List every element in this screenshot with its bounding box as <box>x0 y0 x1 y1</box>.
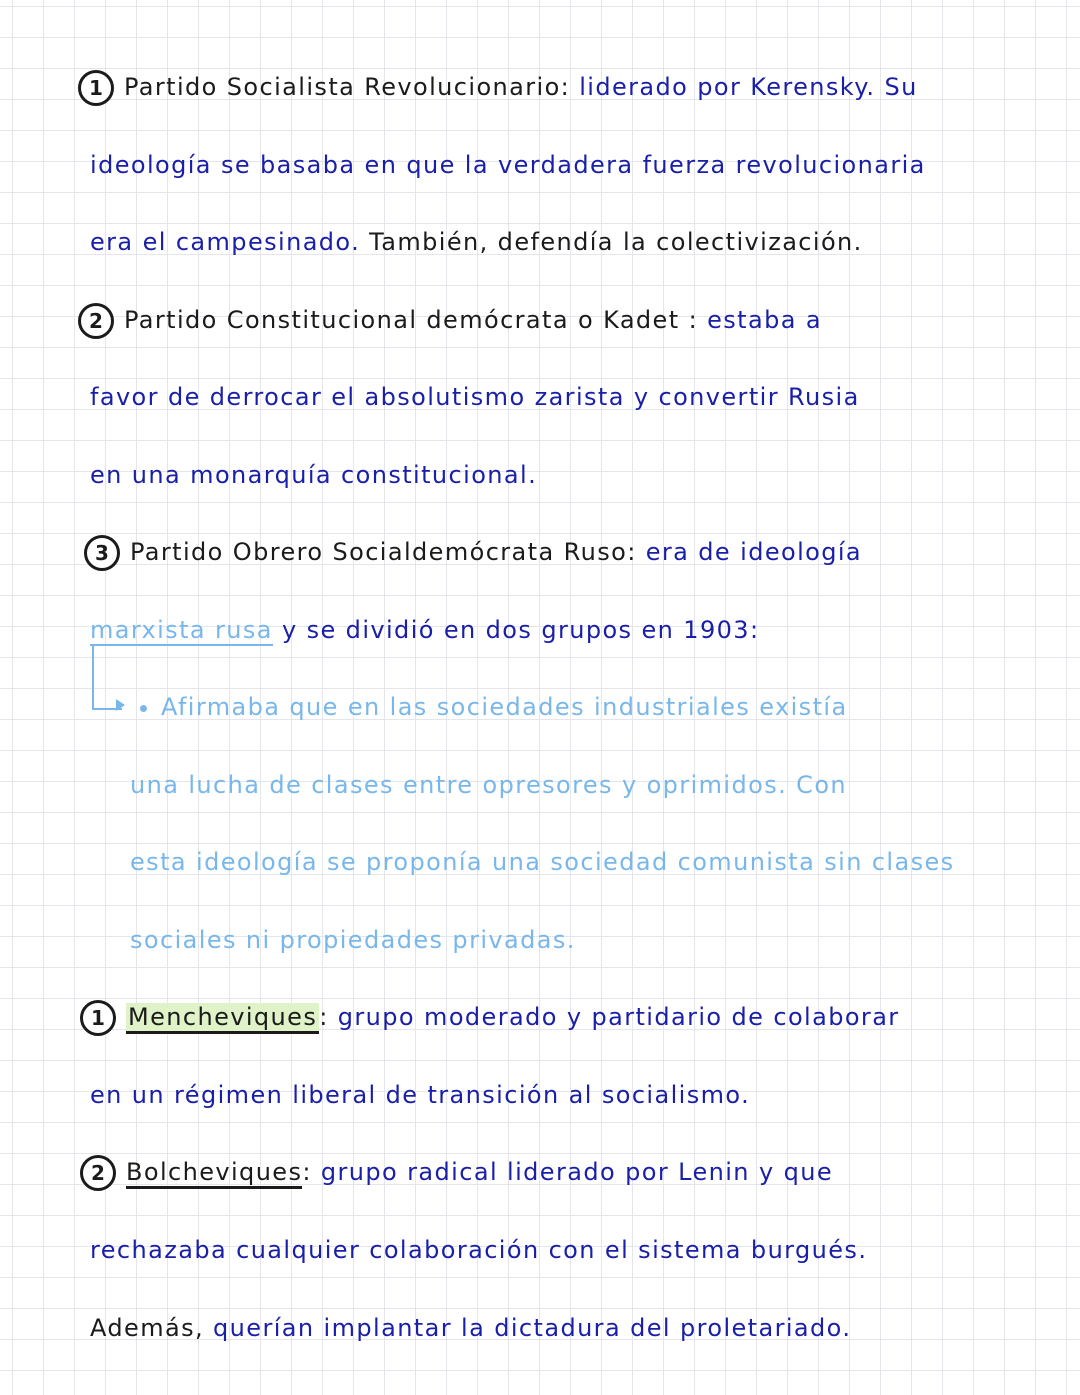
section-3-text: era de ideología <box>645 538 863 566</box>
section-1-text: También, defendía la colectivización. <box>369 228 863 256</box>
note-line-1 <box>140 690 1080 724</box>
section-1-text: liderado por Kerensky. Su <box>579 73 918 101</box>
group-name-bolcheviques: Bolcheviques <box>126 1158 302 1189</box>
group-2-line-1: 2 Bolcheviques: grupo radical liderado por Lenin y que <box>80 1155 1080 1189</box>
section-2-line-2: favor de derrocar el absolutismo zarista y convertir Rusia <box>90 383 860 411</box>
arrow-icon <box>116 699 125 711</box>
note-line-3: esta ideología se proponía una sociedad comunista sin clases <box>130 848 955 876</box>
section-1-line-3 <box>90 225 1080 259</box>
section-3-text: y se dividió en dos grupos en 1903: <box>281 616 760 644</box>
section-1-line-2: ideología se basaba en que la verdadera fuerza revolucionaria <box>90 151 926 179</box>
group-2-line-2: rechazaba cualquier colaboración con el sistema burgués. <box>90 1236 868 1264</box>
note-text: Afirmaba que en las sociedades industriales existía <box>161 693 848 721</box>
number-badge: 2 <box>78 303 114 339</box>
group-1-line-2: en un régimen liberal de transición al socialismo. <box>90 1081 751 1109</box>
section-3-line-1 <box>84 535 1080 569</box>
section-1-text: era el campesinado. <box>90 228 361 256</box>
number-badge: 3 <box>84 535 120 571</box>
group-2-text: Además, <box>90 1314 205 1342</box>
number-badge: 1 <box>78 70 114 106</box>
section-2-line-3: en una monarquía constitucional. <box>90 461 538 489</box>
group-2-text: querían implantar la dictadura del proletariado. <box>213 1314 852 1342</box>
section-1-title: Partido Socialista Revolucionario: <box>124 73 571 101</box>
note-line-4: sociales ni propiedades privadas. <box>130 926 576 954</box>
bullet-icon <box>140 705 147 712</box>
group-2-line-3 <box>90 1311 1080 1345</box>
group-1-text: grupo moderado y partidario de colaborar <box>337 1003 900 1031</box>
term-marxista-rusa: marxista rusa <box>90 616 273 644</box>
section-2-text: estaba a <box>707 306 822 334</box>
group-2-text: grupo radical liderado por Lenin y que <box>320 1158 833 1186</box>
section-1-line-1 <box>78 70 1080 104</box>
section-3-title: Partido Obrero Socialdemócrata Ruso: <box>130 538 637 566</box>
group-1-line-1: 1 Mencheviques: grupo moderado y partidario de colaborar <box>80 1000 1080 1034</box>
note-line-2: una lucha de clases entre opresores y oprimidos. Con <box>130 771 848 799</box>
section-3-line-2 <box>90 613 1080 647</box>
section-2-title: Partido Constitucional demócrata o Kadet : <box>124 306 699 334</box>
number-badge: 1 <box>80 1000 116 1036</box>
group-name-mencheviques: Mencheviques <box>126 1003 319 1034</box>
section-2-line-1 <box>78 303 1080 337</box>
number-badge: 2 <box>80 1155 116 1191</box>
